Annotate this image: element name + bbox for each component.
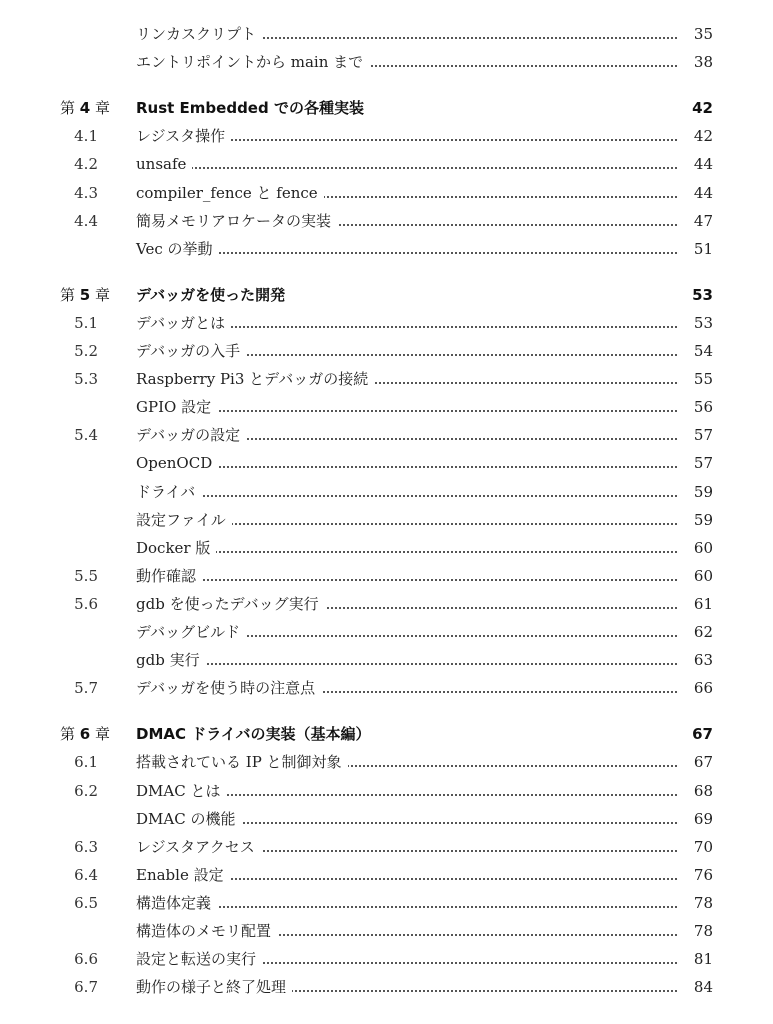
- page-number: 44: [693, 183, 713, 202]
- page-number: 56: [693, 398, 713, 417]
- section-title: デバッガの入手: [136, 339, 246, 363]
- page-number: 59: [693, 510, 713, 529]
- section-title: 設定ファイル: [136, 508, 232, 532]
- section-title: OpenOCD: [136, 451, 218, 475]
- page-number: 68: [693, 781, 713, 800]
- section-title: レジスタ操作: [136, 124, 231, 148]
- section-number: 6.5: [74, 893, 98, 912]
- toc-entry[interactable]: [0, 620, 773, 644]
- toc-entry[interactable]: [0, 152, 773, 176]
- section-title: レジスタアクセス: [136, 835, 261, 859]
- toc-entry[interactable]: [0, 891, 773, 915]
- section-number: 5.5: [74, 566, 98, 585]
- toc-entry[interactable]: [0, 835, 773, 859]
- section-title: 構造体のメモリ配置: [136, 919, 277, 943]
- section-number: 5.7: [74, 679, 98, 698]
- section-number: 4.3: [74, 183, 98, 202]
- section-number: 6.1: [74, 753, 98, 772]
- toc-entry[interactable]: [0, 508, 773, 532]
- section-number: 4.1: [74, 127, 98, 146]
- section-title: 動作の様子と終了処理: [136, 975, 292, 999]
- section-title: リンカスクリプト: [136, 22, 262, 46]
- page-number: 76: [693, 865, 713, 884]
- toc-entry[interactable]: [0, 423, 773, 447]
- section-title: Docker 版: [136, 536, 216, 560]
- toc-entry[interactable]: [0, 124, 773, 148]
- toc-entry[interactable]: [0, 807, 773, 831]
- section-number: 6.6: [74, 950, 98, 969]
- page-number: 54: [693, 342, 713, 360]
- section-number: 6.3: [74, 837, 98, 856]
- page-number: 57: [693, 426, 713, 445]
- page-number: 57: [693, 454, 713, 473]
- dot-leader: [136, 495, 677, 497]
- toc-entry[interactable]: [0, 975, 773, 999]
- page-number: 62: [693, 623, 713, 641]
- toc-entry[interactable]: [0, 480, 773, 504]
- section-title: gdb 実行: [136, 648, 206, 672]
- page-number: 60: [693, 538, 713, 557]
- toc-entry[interactable]: [0, 947, 773, 971]
- dot-leader: [136, 551, 677, 553]
- section-number: 4.4: [74, 211, 98, 230]
- page-number: 78: [693, 893, 713, 912]
- dot-leader: [136, 906, 677, 908]
- section-title: デバッガの設定: [136, 423, 246, 447]
- section-title: 動作確認: [136, 564, 202, 588]
- section-title: 簡易メモリアロケータの実装: [136, 209, 337, 233]
- section-title: 設定と転送の実行: [136, 947, 262, 971]
- section-title: DMAC の機能: [136, 807, 241, 831]
- toc-chapter-entry[interactable]: [0, 283, 773, 307]
- page-number: 84: [693, 978, 713, 997]
- toc-entry[interactable]: [0, 564, 773, 588]
- dot-leader: [136, 410, 677, 412]
- toc-chapter-entry[interactable]: [0, 96, 773, 120]
- section-title: Enable 設定: [136, 863, 230, 887]
- page-number: 81: [693, 950, 713, 969]
- page-number: 67: [692, 725, 713, 744]
- page-number: 70: [693, 837, 713, 856]
- page-number: 53: [692, 285, 713, 304]
- toc-entry[interactable]: [0, 648, 773, 672]
- section-number: 5.4: [74, 426, 98, 445]
- toc-entry[interactable]: [0, 592, 773, 616]
- page-number: 63: [693, 651, 713, 670]
- section-title: GPIO 設定: [136, 395, 217, 419]
- section-title: unsafe: [136, 152, 192, 176]
- page-number: 67: [693, 753, 713, 772]
- section-title: ドライバ: [136, 480, 201, 504]
- toc-entry[interactable]: [0, 676, 773, 700]
- dot-leader: [136, 579, 677, 581]
- chapter-number: 第 6 章: [60, 725, 110, 744]
- toc-entry[interactable]: [0, 919, 773, 943]
- dot-leader: [136, 663, 677, 665]
- section-number: 4.2: [74, 155, 98, 174]
- section-title: compiler_fence と fence: [136, 181, 324, 205]
- page-number: 42: [692, 99, 713, 118]
- toc-entry[interactable]: [0, 209, 773, 233]
- section-title: 搭載されている IP と制御対象: [136, 750, 348, 774]
- section-title: デバッガとは: [136, 311, 231, 335]
- page-number: 47: [693, 211, 713, 230]
- page-number: 42: [693, 127, 713, 146]
- section-title: デバッグビルド: [136, 620, 246, 644]
- section-title: gdb を使ったデバッグ実行: [136, 592, 325, 616]
- section-number: 5.3: [74, 370, 98, 389]
- dot-leader: [136, 167, 677, 169]
- page-number: 66: [693, 679, 713, 698]
- section-title: Vec の挙動: [136, 237, 219, 261]
- section-title: Raspberry Pi3 とデバッガの接続: [136, 367, 374, 391]
- toc-entry[interactable]: [0, 237, 773, 261]
- toc-entry[interactable]: [0, 22, 773, 46]
- toc-entry[interactable]: [0, 339, 773, 363]
- toc-entry[interactable]: [0, 536, 773, 560]
- section-number: 6.2: [74, 781, 98, 800]
- toc-chapter-entry[interactable]: [0, 722, 773, 746]
- toc-entry[interactable]: [0, 451, 773, 475]
- section-title: デバッガを使う時の注意点: [136, 676, 321, 700]
- toc-entry[interactable]: [0, 863, 773, 887]
- toc-entry[interactable]: [0, 750, 773, 774]
- page-number: 59: [693, 482, 713, 501]
- chapter-title: DMAC ドライバの実装（基本編）: [136, 722, 376, 746]
- section-number: 5.2: [74, 342, 98, 360]
- toc-entry[interactable]: [0, 395, 773, 419]
- section-title: DMAC とは: [136, 779, 226, 803]
- toc-entry[interactable]: [0, 779, 773, 803]
- section-number: 6.4: [74, 865, 98, 884]
- page-number: 51: [693, 239, 713, 258]
- chapter-number: 第 5 章: [60, 285, 110, 304]
- section-number: 5.6: [74, 594, 98, 613]
- section-number: 5.1: [74, 313, 98, 332]
- chapter-title: Rust Embedded での各種実装: [136, 96, 370, 120]
- page-number: 55: [693, 370, 713, 389]
- page-number: 78: [693, 922, 713, 940]
- toc-entry[interactable]: [0, 181, 773, 205]
- page-number: 53: [693, 313, 713, 332]
- toc-entry[interactable]: [0, 50, 773, 74]
- toc-entry[interactable]: [0, 311, 773, 335]
- page-number: 60: [693, 566, 713, 585]
- chapter-number: 第 4 章: [60, 99, 110, 118]
- page-number: 38: [693, 53, 713, 72]
- page-number: 44: [693, 155, 713, 174]
- page-number: 61: [693, 594, 713, 613]
- section-title: エントリポイントから main まで: [136, 50, 369, 74]
- section-number: 6.7: [74, 978, 98, 997]
- page-number: 35: [693, 25, 713, 43]
- page-number: 69: [693, 809, 713, 828]
- section-title: 構造体定義: [136, 891, 217, 915]
- chapter-title: デバッガを使った開発: [136, 283, 291, 307]
- toc-entry[interactable]: [0, 367, 773, 391]
